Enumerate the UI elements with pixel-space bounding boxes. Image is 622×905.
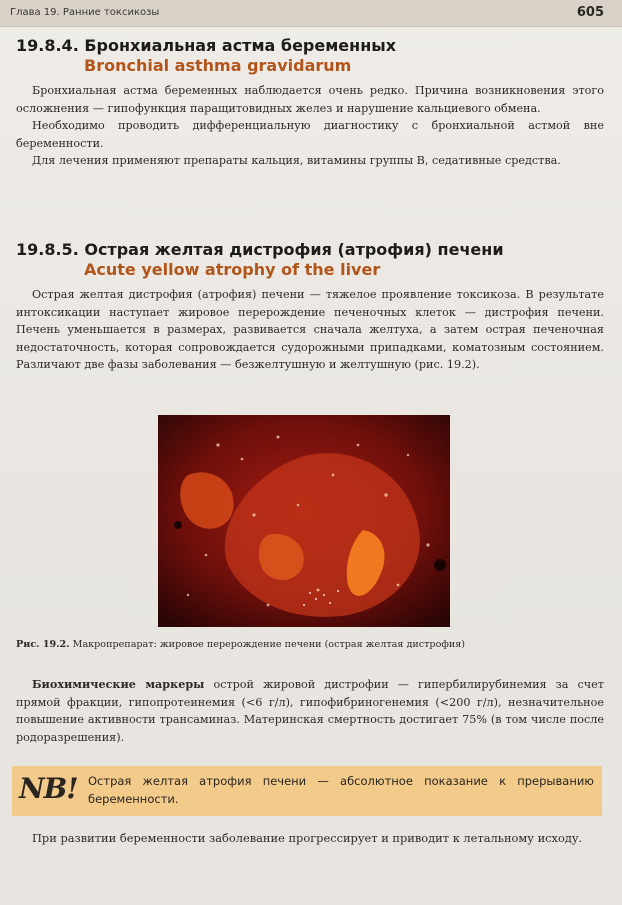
- section-title: 19.8.5. Острая желтая дистрофия (атрофия) печени: [16, 240, 504, 259]
- nb-callout: [12, 766, 602, 816]
- paragraph: Бронхиальная астма беременных наблюдается очень редко. Причина возникновения этого осложнения — гипофункция паращитовидных желез и нарушение кальциевого обмена.: [16, 84, 604, 115]
- paragraph: Острая желтая дистрофия (атрофия) печени — тяжелое проявление токсикоза. В результате интоксикации наступает жировое перерождение печеночных клеток — дистрофия печени. Печень уменьшается в размерах, развивается сначала желтуха, а затем острая печеночная недостаточность, которая сопровождается судорожными припадками, коматозным состоянием. Различают две фазы заболевания — безжелтушную и желтушную (рис. 19.2).: [16, 288, 604, 371]
- final-paragraph: [0, 829, 622, 848]
- section-bronchial-asthma: [0, 36, 622, 170]
- paragraph: При развитии беременности заболевание прогрессирует и приводит к летальному исходу.: [32, 831, 583, 845]
- running-header: [0, 0, 622, 27]
- page-number: 605: [576, 5, 604, 20]
- nb-label: NB!: [19, 772, 78, 805]
- paragraph: Необходимо проводить дифференциальную диагностику с бронхиальной астмой вне беременности.: [16, 119, 604, 150]
- section-title-en: Bronchial asthma gravidarum: [84, 56, 352, 75]
- chapter-title: Глава 19. Ранние токсикозы: [10, 7, 160, 18]
- figure-label: Рис. 19.2.: [16, 639, 70, 650]
- figure-caption-text: Макропрепарат: жировое перерождение печени (острая желтая дистрофия): [72, 639, 466, 650]
- section-title-en: Acute yellow atrophy of the liver: [84, 260, 381, 279]
- biochemical-markers: [0, 676, 622, 746]
- markers-lead: Биохимические маркеры: [32, 677, 205, 691]
- paragraph: [0, 676, 622, 746]
- section-title: 19.8.4. Бронхиальная астма беременных: [16, 36, 397, 55]
- section-liver-atrophy: [0, 240, 622, 374]
- nb-text: Острая желтая атрофия печени — абсолютное показание к прерыванию беременности.: [88, 774, 594, 806]
- markers-text: острой жировой дистрофии — гипербилирубинемия за счет прямой фракции, гипопротеинемия (<6 г/л), гипофибриногенемия (<200 г/л), незначительное повышение активности трансаминаз. Материнская смертность достигает 75% (в том числе после родоразрешения).: [16, 678, 604, 744]
- paragraph: Для лечения применяют препараты кальция, витамины группы В, седативные средства.: [32, 154, 561, 167]
- liver-specimen-image: [158, 415, 450, 627]
- liver-specimen-photo: [158, 415, 450, 627]
- figure-caption: [16, 639, 606, 650]
